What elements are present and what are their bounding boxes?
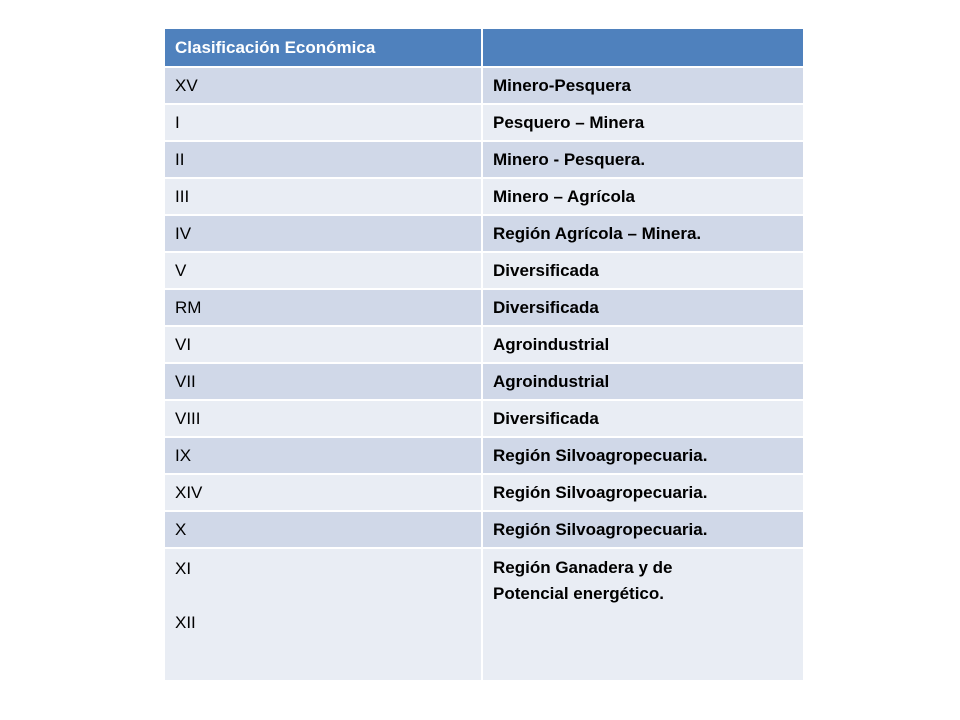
classification-table <box>163 27 805 682</box>
region-code-cell: VI <box>164 326 482 363</box>
classification-table-container <box>163 27 803 682</box>
classification-cell: Región Silvoagropecuaria. <box>482 474 804 511</box>
region-code-xi: XI <box>175 559 192 578</box>
classification-cell: Agroindustrial <box>482 326 804 363</box>
table-row <box>164 67 804 104</box>
table-row <box>164 474 804 511</box>
table-row <box>164 178 804 215</box>
classification-cell: Diversificada <box>482 289 804 326</box>
region-code-cell-multi <box>164 548 482 681</box>
region-code-cell: VIII <box>164 400 482 437</box>
classification-text <box>493 555 803 607</box>
classification-cell: Región Silvoagropecuaria. <box>482 437 804 474</box>
table-header-row <box>164 28 804 67</box>
table-row <box>164 400 804 437</box>
region-code-cell: IV <box>164 215 482 252</box>
table-row <box>164 252 804 289</box>
region-code-cell: RM <box>164 289 482 326</box>
classification-cell: Región Agrícola – Minera. <box>482 215 804 252</box>
region-code-cell: II <box>164 141 482 178</box>
classification-line-2: Potencial energético. <box>493 584 664 603</box>
region-code-cell: IX <box>164 437 482 474</box>
table-row <box>164 437 804 474</box>
classification-cell: Minero – Agrícola <box>482 178 804 215</box>
table-row <box>164 215 804 252</box>
classification-cell: Minero - Pesquera. <box>482 141 804 178</box>
classification-cell-multi <box>482 548 804 681</box>
table-row-last <box>164 548 804 681</box>
classification-line-1: Región Ganadera y de <box>493 558 673 577</box>
table-row <box>164 104 804 141</box>
table-row <box>164 326 804 363</box>
table-row <box>164 511 804 548</box>
region-code-cell: XV <box>164 67 482 104</box>
region-code-cell: X <box>164 511 482 548</box>
classification-cell: Pesquero – Minera <box>482 104 804 141</box>
classification-cell: Diversificada <box>482 400 804 437</box>
region-code-cell: I <box>164 104 482 141</box>
classification-cell: Agroindustrial <box>482 363 804 400</box>
region-code-cell: V <box>164 252 482 289</box>
region-code-cell: XIV <box>164 474 482 511</box>
table-row <box>164 363 804 400</box>
region-code-xii: XII <box>175 613 196 632</box>
classification-cell: Diversificada <box>482 252 804 289</box>
table-row <box>164 289 804 326</box>
header-cell-classification: Clasificación Económica <box>164 28 482 67</box>
region-code-cell: III <box>164 178 482 215</box>
classification-cell: Región Silvoagropecuaria. <box>482 511 804 548</box>
classification-cell: Minero-Pesquera <box>482 67 804 104</box>
region-code-list <box>175 559 481 633</box>
header-cell-empty <box>482 28 804 67</box>
region-code-cell: VII <box>164 363 482 400</box>
table-row <box>164 141 804 178</box>
